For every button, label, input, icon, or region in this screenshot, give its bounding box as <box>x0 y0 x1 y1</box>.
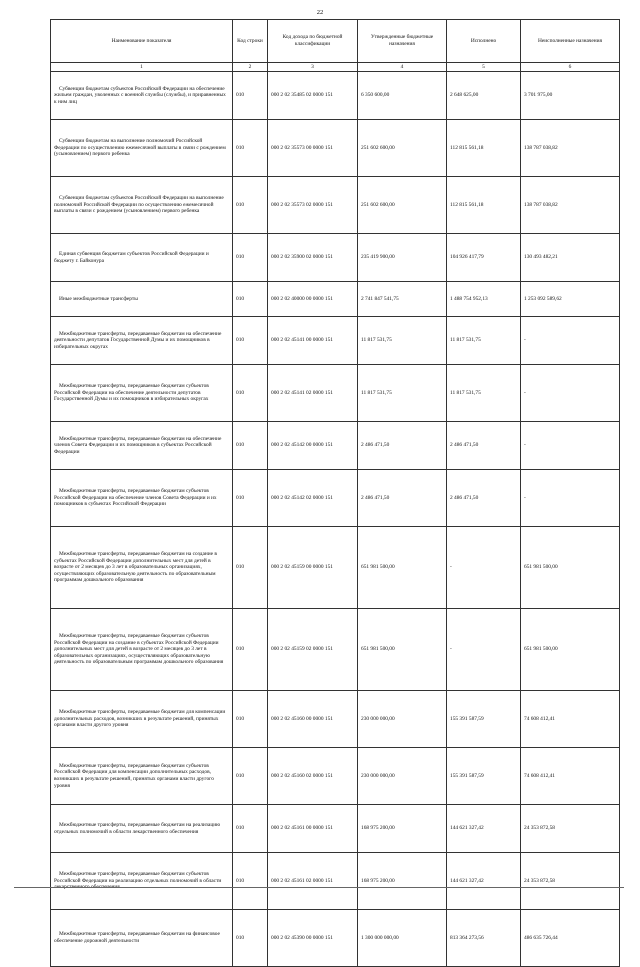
cell-approved: 2 486 471,50 <box>358 470 447 527</box>
table-row <box>51 120 620 177</box>
cell-income-code: 000 2 02 45390 00 0000 151 <box>268 910 358 967</box>
cell-line-code: 010 <box>233 527 268 609</box>
cell-unexecuted: - <box>521 365 620 422</box>
budget-execution-table <box>50 19 620 967</box>
cell-approved: 2 741 847 541,75 <box>358 282 447 317</box>
cell-approved: 11 817 531,75 <box>358 365 447 422</box>
cell-income-code: 000 2 02 45159 02 0000 151 <box>268 609 358 691</box>
cell-name: Иные межбюджетные трансферты <box>51 282 233 317</box>
cell-income-code: 000 2 02 45160 02 0000 151 <box>268 748 358 805</box>
cell-income-code: 000 2 02 45141 02 0000 151 <box>268 365 358 422</box>
cell-line-code: 010 <box>233 72 268 120</box>
cell-income-code: 000 2 02 35900 02 0000 151 <box>268 234 358 282</box>
table-row <box>51 422 620 470</box>
cell-approved: 230 000 000,00 <box>358 748 447 805</box>
cell-approved: 6 350 600,00 <box>358 72 447 120</box>
cell-line-code: 010 <box>233 234 268 282</box>
cell-approved: 1 300 000 000,00 <box>358 910 447 967</box>
cell-income-code: 000 2 02 35573 00 0000 151 <box>268 120 358 177</box>
cell-income-code: 000 2 02 45161 02 0000 151 <box>268 853 358 910</box>
column-number: 2 <box>233 63 268 72</box>
cell-executed: 155 391 587,59 <box>447 691 521 748</box>
cell-name: Межбюджетные трансферты, передаваемые бюджетам субъектов Российской Федерации на реализацию отдельных полномочий в области лекарственного обеспечения <box>51 853 233 910</box>
cell-executed: 112 815 561,18 <box>447 177 521 234</box>
cell-name: Субвенции бюджетам субъектов Российской Федерации на выполнение полномочий Российской Федерации по осуществлению ежемесячной выплаты в связи с рождением (усыновлением) первого ребенка <box>51 177 233 234</box>
header-income-code: Код дохода по бюджетной классификации <box>268 20 358 63</box>
cell-income-code: 000 2 02 35573 02 0000 151 <box>268 177 358 234</box>
cell-executed: 11 817 531,75 <box>447 317 521 365</box>
cell-executed: 2 648 625,00 <box>447 72 521 120</box>
cell-executed: 144 621 327,42 <box>447 853 521 910</box>
cell-line-code: 010 <box>233 177 268 234</box>
cell-unexecuted: 138 787 038,82 <box>521 120 620 177</box>
cell-executed: 813 364 273,56 <box>447 910 521 967</box>
cell-approved: 230 000 000,00 <box>358 691 447 748</box>
cell-income-code: 000 2 02 45141 00 0000 151 <box>268 317 358 365</box>
cell-unexecuted: 24 353 872,58 <box>521 805 620 853</box>
cell-unexecuted: 74 608 412,41 <box>521 691 620 748</box>
cell-approved: 11 817 531,75 <box>358 317 447 365</box>
cell-executed: 11 817 531,75 <box>447 365 521 422</box>
cell-approved: 651 981 500,00 <box>358 609 447 691</box>
header-approved: Утвержденные бюджетные назначения <box>358 20 447 63</box>
cell-line-code: 010 <box>233 422 268 470</box>
cell-executed: 144 621 327,42 <box>447 805 521 853</box>
table-row <box>51 609 620 691</box>
cell-unexecuted: 138 787 038,82 <box>521 177 620 234</box>
cell-executed: 104 926 417,79 <box>447 234 521 282</box>
column-numbers-row <box>51 63 620 72</box>
header-line-code: Код строки <box>233 20 268 63</box>
table-row <box>51 177 620 234</box>
cell-name: Субвенции бюджетам субъектов Российской Федерации на обеспечение жильем граждан, уволенных с военной службы (службы), и приравненных к ним лиц <box>51 72 233 120</box>
cell-line-code: 010 <box>233 910 268 967</box>
cell-unexecuted: 3 701 975,00 <box>521 72 620 120</box>
cell-name: Межбюджетные трансферты, передаваемые бюджетам на создание в субъектах Российской Федерации дополнительных мест для детей в возрасте от 2 месяцев до 3 лет в образовательных организациях, осуществляющих образовательную деятельность по образовательным программам дошкольного образования <box>51 527 233 609</box>
column-number: 5 <box>447 63 521 72</box>
cell-unexecuted: 74 608 412,41 <box>521 748 620 805</box>
cell-income-code: 000 2 02 45160 00 0000 151 <box>268 691 358 748</box>
cell-name: Межбюджетные трансферты, передаваемые бюджетам субъектов Российской Федерации на создание в субъектах Российской Федерации дополнительных мест для детей в возрасте от 2 месяцев до 3 лет в образовательных организациях, осуществляющих образовательную деятельность по образовательным программам дошкольного образования <box>51 609 233 691</box>
table-row <box>51 365 620 422</box>
cell-executed: 2 486 471,50 <box>447 422 521 470</box>
cell-income-code: 000 2 02 45142 02 0000 151 <box>268 470 358 527</box>
cell-name: Межбюджетные трансферты, передаваемые бюджетам субъектов Российской Федерации на обеспечение членов Совета Федерации и их помощников в субъектах Российской Федерации <box>51 470 233 527</box>
cell-executed: 1 488 754 952,13 <box>447 282 521 317</box>
cell-income-code: 000 2 02 45159 00 0000 151 <box>268 527 358 609</box>
column-number: 4 <box>358 63 447 72</box>
page-number: 22 <box>316 9 324 16</box>
cell-name: Межбюджетные трансферты, передаваемые бюджетам на обеспечение членов Совета Федерации и их помощников в субъектах Российской Федерации <box>51 422 233 470</box>
cell-name: Межбюджетные трансферты, передаваемые бюджетам субъектов Российской Федерации для компенсации дополнительных расходов, возникших в результате решений, принятых органами власти другого уровня <box>51 748 233 805</box>
cell-name: Субвенции бюджетам на выполнение полномочий Российской Федерации по осуществлению ежемесячной выплаты в связи с рождением (усыновлением) первого ребенка <box>51 120 233 177</box>
cell-line-code: 010 <box>233 317 268 365</box>
cell-name: Межбюджетные трансферты, передаваемые бюджетам на обеспечение деятельности депутатов Государственной Думы и их помощников в избирательных округах <box>51 317 233 365</box>
table-row <box>51 470 620 527</box>
cell-approved: 651 981 500,00 <box>358 527 447 609</box>
cell-line-code: 010 <box>233 853 268 910</box>
cell-line-code: 010 <box>233 609 268 691</box>
column-number: 6 <box>521 63 620 72</box>
cell-line-code: 010 <box>233 470 268 527</box>
cell-line-code: 010 <box>233 748 268 805</box>
cell-approved: 235 419 900,00 <box>358 234 447 282</box>
cell-unexecuted: 130 493 482,21 <box>521 234 620 282</box>
table-row <box>51 234 620 282</box>
header-name: Наименование показателя <box>51 20 233 63</box>
table-row <box>51 853 620 910</box>
cell-unexecuted: - <box>521 422 620 470</box>
cell-line-code: 010 <box>233 691 268 748</box>
cell-executed: 155 391 587,59 <box>447 748 521 805</box>
table-row <box>51 748 620 805</box>
cell-executed: - <box>447 527 521 609</box>
cell-executed: 112 815 561,18 <box>447 120 521 177</box>
cell-unexecuted: - <box>521 317 620 365</box>
column-number: 3 <box>268 63 358 72</box>
table-row <box>51 805 620 853</box>
cell-approved: 251 602 600,00 <box>358 120 447 177</box>
table-row <box>51 691 620 748</box>
header-unexecuted: Неисполненные назначения <box>521 20 620 63</box>
cell-unexecuted: 651 981 500,00 <box>521 609 620 691</box>
table-row <box>51 527 620 609</box>
table-header-row <box>51 20 620 63</box>
cell-income-code: 000 2 02 35485 02 0000 151 <box>268 72 358 120</box>
cell-executed: 2 486 471,50 <box>447 470 521 527</box>
cell-name: Межбюджетные трансферты, передаваемые бюджетам для компенсации дополнительных расходов, возникших в результате решений, принятых органами власти другого уровня <box>51 691 233 748</box>
cell-approved: 2 486 471,50 <box>358 422 447 470</box>
cell-unexecuted: 486 635 726,44 <box>521 910 620 967</box>
cell-income-code: 000 2 02 45142 00 0000 151 <box>268 422 358 470</box>
cell-unexecuted: - <box>521 470 620 527</box>
cell-line-code: 010 <box>233 805 268 853</box>
cell-unexecuted: 24 353 872,58 <box>521 853 620 910</box>
footer-rule <box>14 887 624 888</box>
cell-approved: 168 975 200,00 <box>358 853 447 910</box>
cell-income-code: 000 2 02 45161 00 0000 151 <box>268 805 358 853</box>
cell-unexecuted: 1 253 092 589,62 <box>521 282 620 317</box>
cell-name: Межбюджетные трансферты, передаваемые бюджетам на реализацию отдельных полномочий в области лекарственного обеспечения <box>51 805 233 853</box>
table-row <box>51 282 620 317</box>
cell-income-code: 000 2 02 40000 00 0000 151 <box>268 282 358 317</box>
cell-unexecuted: 651 981 500,00 <box>521 527 620 609</box>
table-row <box>51 317 620 365</box>
cell-approved: 251 602 600,00 <box>358 177 447 234</box>
table-row <box>51 72 620 120</box>
cell-name: Межбюджетные трансферты, передаваемые бюджетам субъектов Российской Федерации на обеспечение деятельности депутатов Государственной Думы и их помощников в избирательных округах <box>51 365 233 422</box>
cell-line-code: 010 <box>233 282 268 317</box>
cell-line-code: 010 <box>233 365 268 422</box>
table-row <box>51 910 620 967</box>
cell-name: Единая субвенция бюджетам субъектов Российской Федерации и бюджету г. Байконура <box>51 234 233 282</box>
column-number: 1 <box>51 63 233 72</box>
cell-line-code: 010 <box>233 120 268 177</box>
cell-name: Межбюджетные трансферты, передаваемые бюджетам на финансовое обеспечение дорожной деятельности <box>51 910 233 967</box>
cell-executed: - <box>447 609 521 691</box>
header-executed: Исполнено <box>447 20 521 63</box>
cell-approved: 168 975 200,00 <box>358 805 447 853</box>
